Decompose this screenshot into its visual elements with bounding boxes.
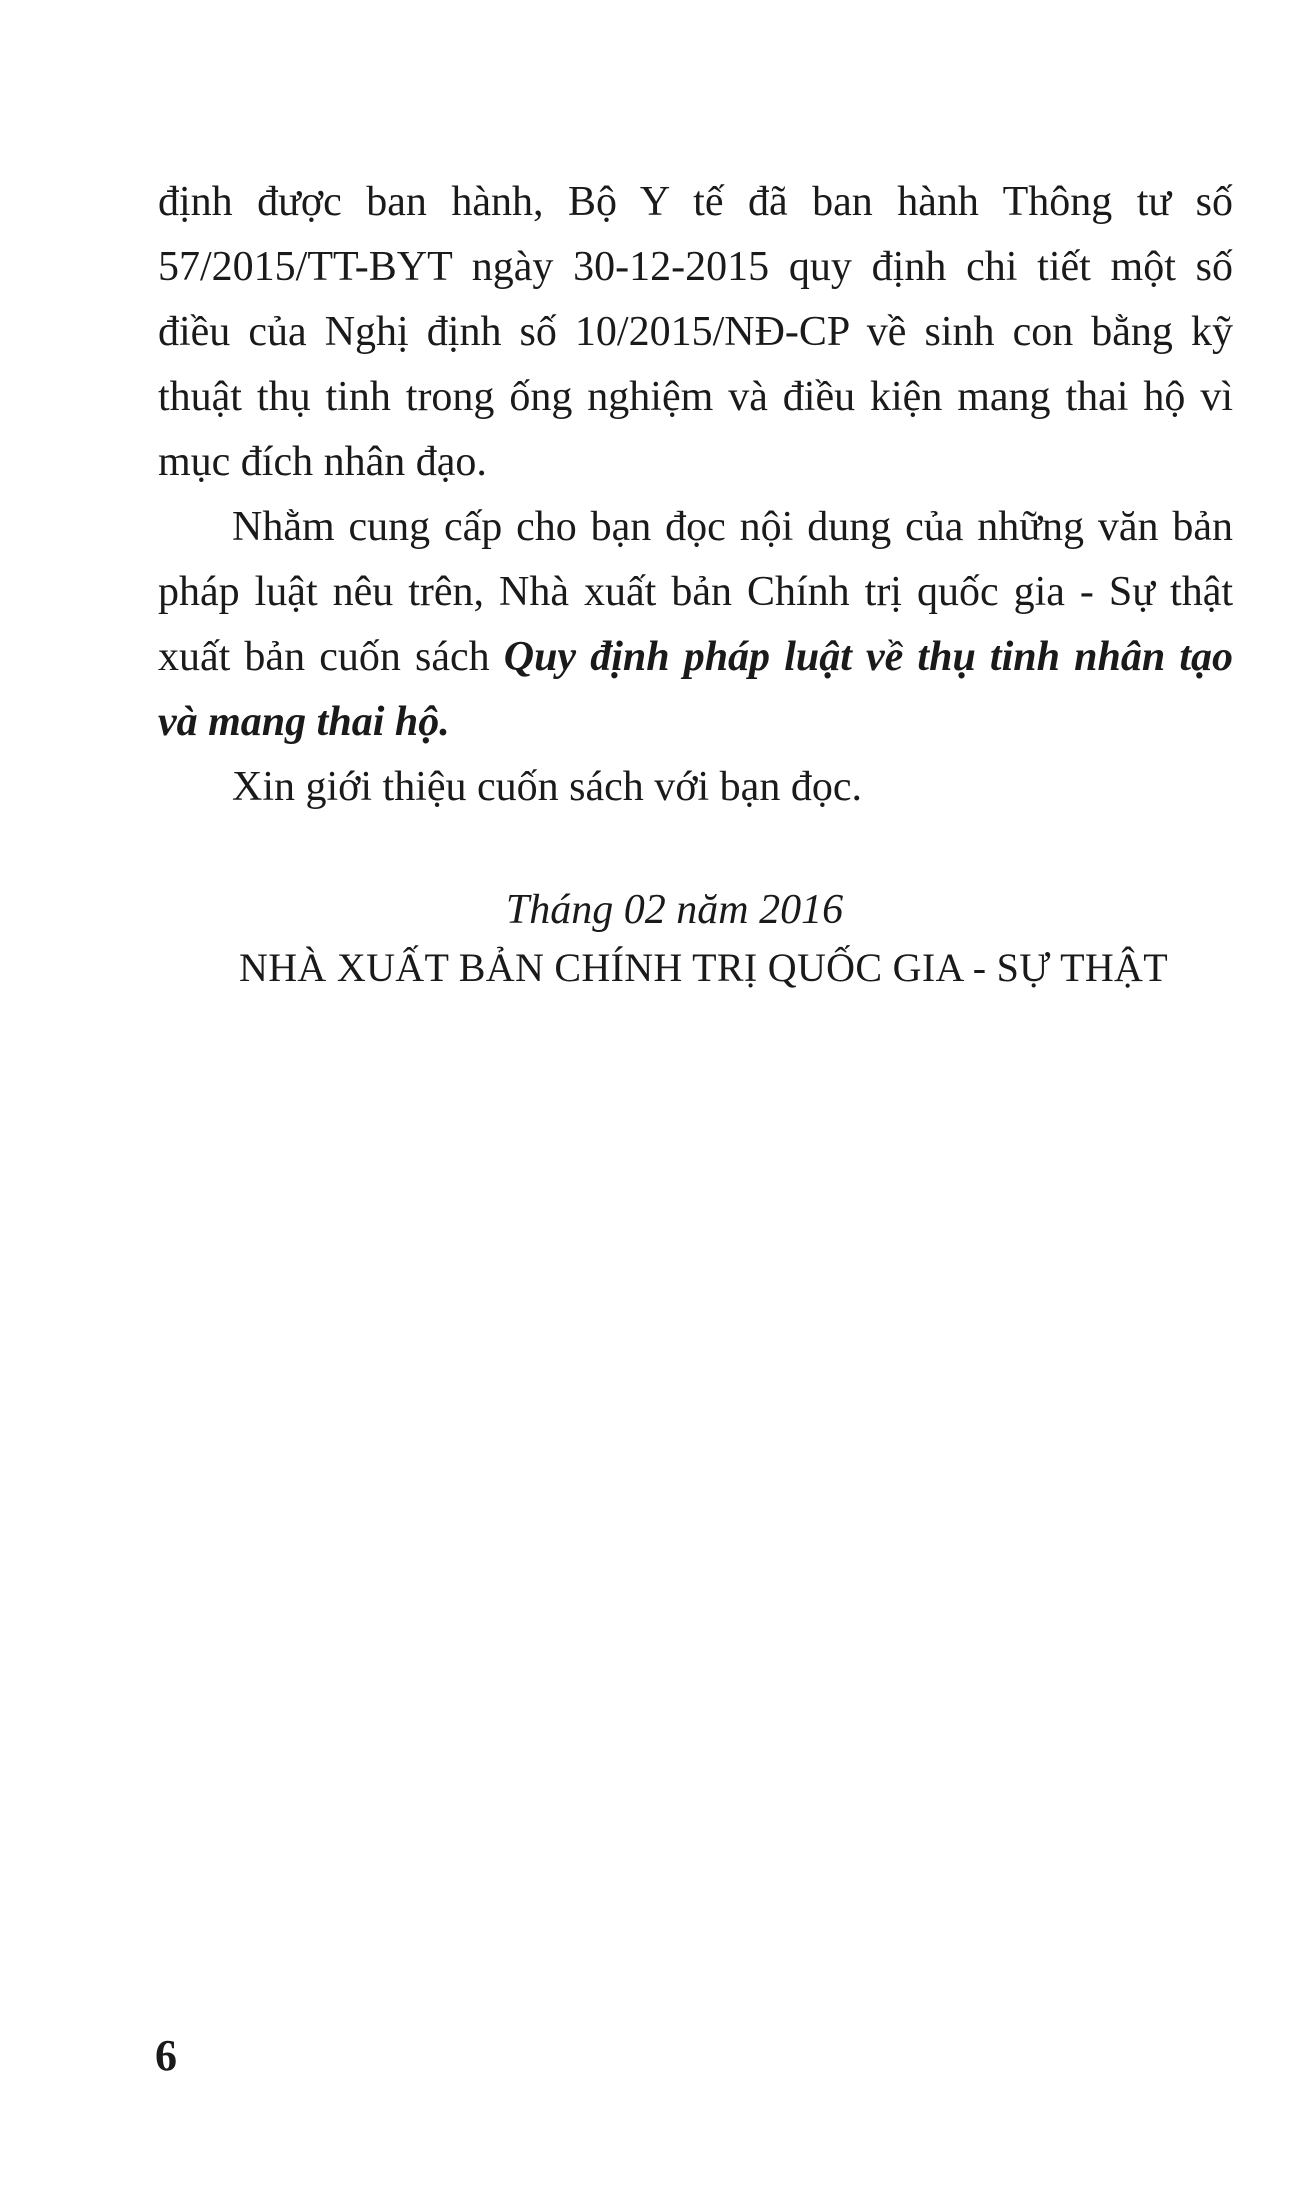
paragraph-continued: định được ban hành, Bộ Y tế đã ban hành Thông tư số 57/2015/TT-BYT ngày 30-12-2015 quy định chi tiết một số điều của Nghị định số 10/2015/NĐ-CP về sinh con bằng kỹ thuật thụ tinh trong ống nghiệm và điều kiện mang thai hộ vì mục đích nhân đạo. — [158, 179, 1233, 485]
book-title: Quy định pháp luật về thụ tinh nhân tạo và mang thai hộ. — [158, 634, 1233, 745]
body-text — [158, 170, 1233, 820]
signature-date: Tháng 02 năm 2016 — [505, 887, 844, 933]
paragraph-purpose-text: Nhằm cung cấp cho bạn đọc nội dung của những văn bản pháp luật nêu trên, Nhà xuất bản Chính trị quốc gia - Sự thật xuất bản cuốn sách — [158, 504, 1233, 680]
page-number: 6 — [155, 2031, 177, 2080]
paragraph-introduction: Xin giới thiệu cuốn sách với bạn đọc. — [232, 764, 862, 810]
signature-publisher: NHÀ XUẤT BẢN CHÍNH TRỊ QUỐC GIA - SỰ THẬT — [239, 945, 1168, 990]
paragraph-purpose — [158, 495, 1233, 755]
